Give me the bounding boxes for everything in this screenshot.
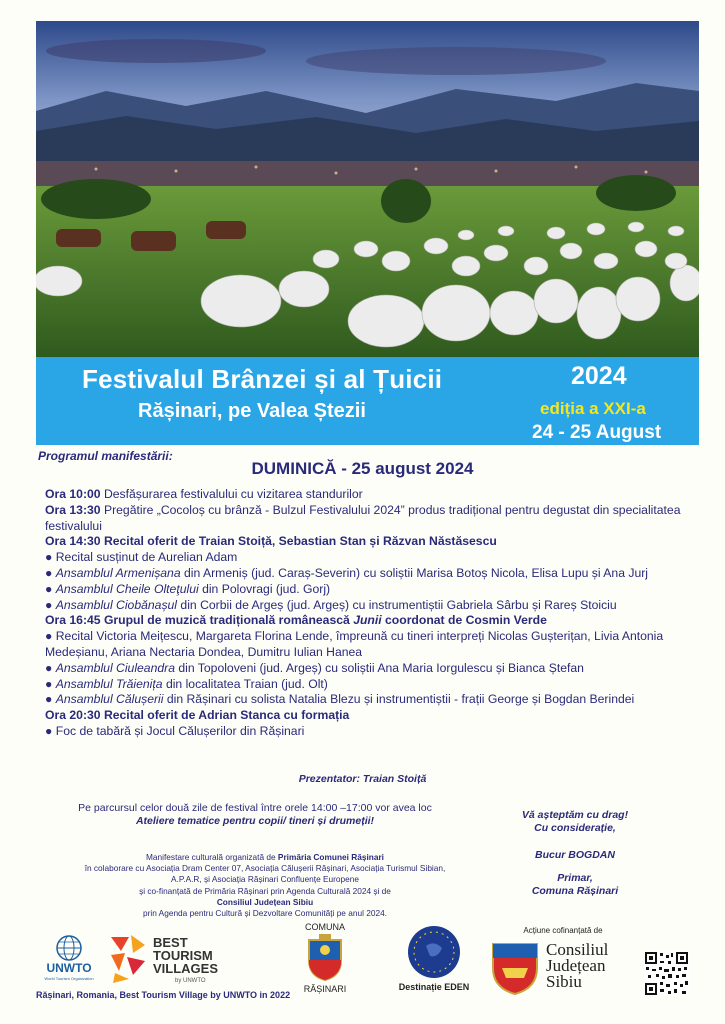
comuna-label-top: COMUNA [305,922,345,932]
svg-text:UNWTO: UNWTO [46,961,92,975]
greeting: Vă așteptăm cu drag! [521,809,629,821]
program-item: ● Recital Victoria Meițescu, Margareta Florina Lende, împreună cu tineri interpreți Nicolas Gușterițan, Livia Antonia Medeșianu, Ariana Nectaria Dondea, Dumitru Iulian Hanea [45,629,664,659]
program-item: ● Ansamblul Cheile Olteţului din Polovragi (jud. Gorj) [45,581,331,596]
program-item: Ora 10:00 Desfășurarea festivalului cu vizitarea standurilor [45,487,363,501]
footer-caption: Rășinari, Romania, Best Tourism Village by UNWTO in 2022 [36,990,291,1000]
mayor-commune: Comuna Rășinari [531,885,619,897]
best-tourism-villages-logo [107,931,242,986]
program-label: Programul manifestării: [38,449,173,463]
svg-text:VILLAGES: VILLAGES [153,961,219,976]
svg-text:BEST: BEST [153,935,188,950]
festival-edition: ediția a XXI-a [540,399,646,418]
comuna-rasinari-crest [296,922,354,994]
program-item: ● Ansamblul Armenișana din Armeniș (jud. Caraș-Severin) cu soliștii Marisa Botoș Nicola, Elisa Lupu și Ana Jurj [45,565,648,580]
program-item: ● Foc de tabără și Jocul Călușerilor din Rășinari [45,723,305,738]
svg-text:World Tourism Organization: World Tourism Organization [44,976,94,981]
svg-text:TOURISM: TOURISM [153,948,213,963]
workshops-note: Pe parcursul celor două zile de festival între orele 14:00 –17:00 vor avea loc [78,802,432,814]
eden-destination-logo: Destinație EDEN [394,922,474,992]
shield-icon [305,934,345,982]
presenter: Prezentator: Traian Stoiță [298,773,427,785]
program-item: ● Ansamblul Trăienița din localitatea Traian (jud. Olt) [45,676,328,691]
mayor-name: Bucur BOGDAN [535,849,615,861]
festival-title: Festivalul Brânzei și al Țuicii [82,364,443,394]
program-item: Ora 16:45 Grupul de muzică tradițională românească Junii coordonat de Cosmin Verde [45,613,547,628]
festival-location: Rășinari, pe Valea Ștezii [138,400,366,422]
sibiu-coat-of-arms-icon [490,938,540,996]
program-list [45,487,695,740]
festival-year: 2024 [571,362,627,390]
consiliul-judetean-sibiu-logo [490,926,636,1001]
program-item: Ora 13:30 Pregătire „Cocoloș cu brânză - Bulzul Festivalului 2024” produs tradițional pentru degustat din specialitatea festivalului [45,502,681,533]
program-item: Ora 14:30 Recital oferit de Traian Stoiță, Sebastian Stan și Răzvan Năstăsescu [45,534,497,549]
eden-globe-icon [404,922,464,980]
hero-photo-sheep-meadow [36,21,699,357]
program-item: ● Ansamblul Ciobănașul din Corbii de Argeș (jud. Argeș) cu instrumentiștii Gabriela Sârbu și Rareș Stoiciu [45,597,617,612]
comuna-label-bottom: RĂȘINARI [303,984,347,994]
organizer-text: Manifestare culturală organizată de Primăria Comunei Rășinari în colaborare cu Asociația Dram Center 07, Asociația Călușerii Rășinari, Asociația Turismul Sibian, A.P.A.R, și Asociația Rășinari Confluențe Europene și co-finanțată de Primăria Rășinari prin Agenda Culturală 2024 și de Consiliul Județean Sibiu prin Agenda pentru Cultură și Dezvoltare Comunități pe anul 2024. [84,852,446,919]
program-item: ● Ansamblul Ciuleandra din Topoloveni (jud. Argeș) cu soliștii Ana Maria Iorgulescu și Bianca Ștefan [45,660,584,675]
workshops-highlight: Ateliere tematice pentru copii/ tineri și drumeții! [135,815,375,827]
unwto-logo [37,934,101,984]
program-item: ● Ansamblul Călușerii din Rășinari cu solista Natalia Blezu și instrumentiștii - frații George și Bogdan Berindei [45,692,635,707]
festival-dates: 24 - 25 August [532,422,662,443]
greeting-closing: Cu considerație, [534,822,616,834]
program-item: ● Recital susținut de Aurelian Adam [45,550,238,565]
cjs-name: Consiliul Județean Sibiu [546,940,609,991]
program-item: Ora 20:30 Recital oferit de Adrian Stanca cu formația [45,708,350,723]
svg-text:by UNWTO: by UNWTO [175,978,206,984]
qr-code[interactable] [644,951,689,996]
day-title: DUMINICĂ - 25 august 2024 [251,459,474,478]
cofinanced-caption: Acțiune cofinanțată de [523,926,603,935]
mayor-role: Primar, [557,872,593,884]
